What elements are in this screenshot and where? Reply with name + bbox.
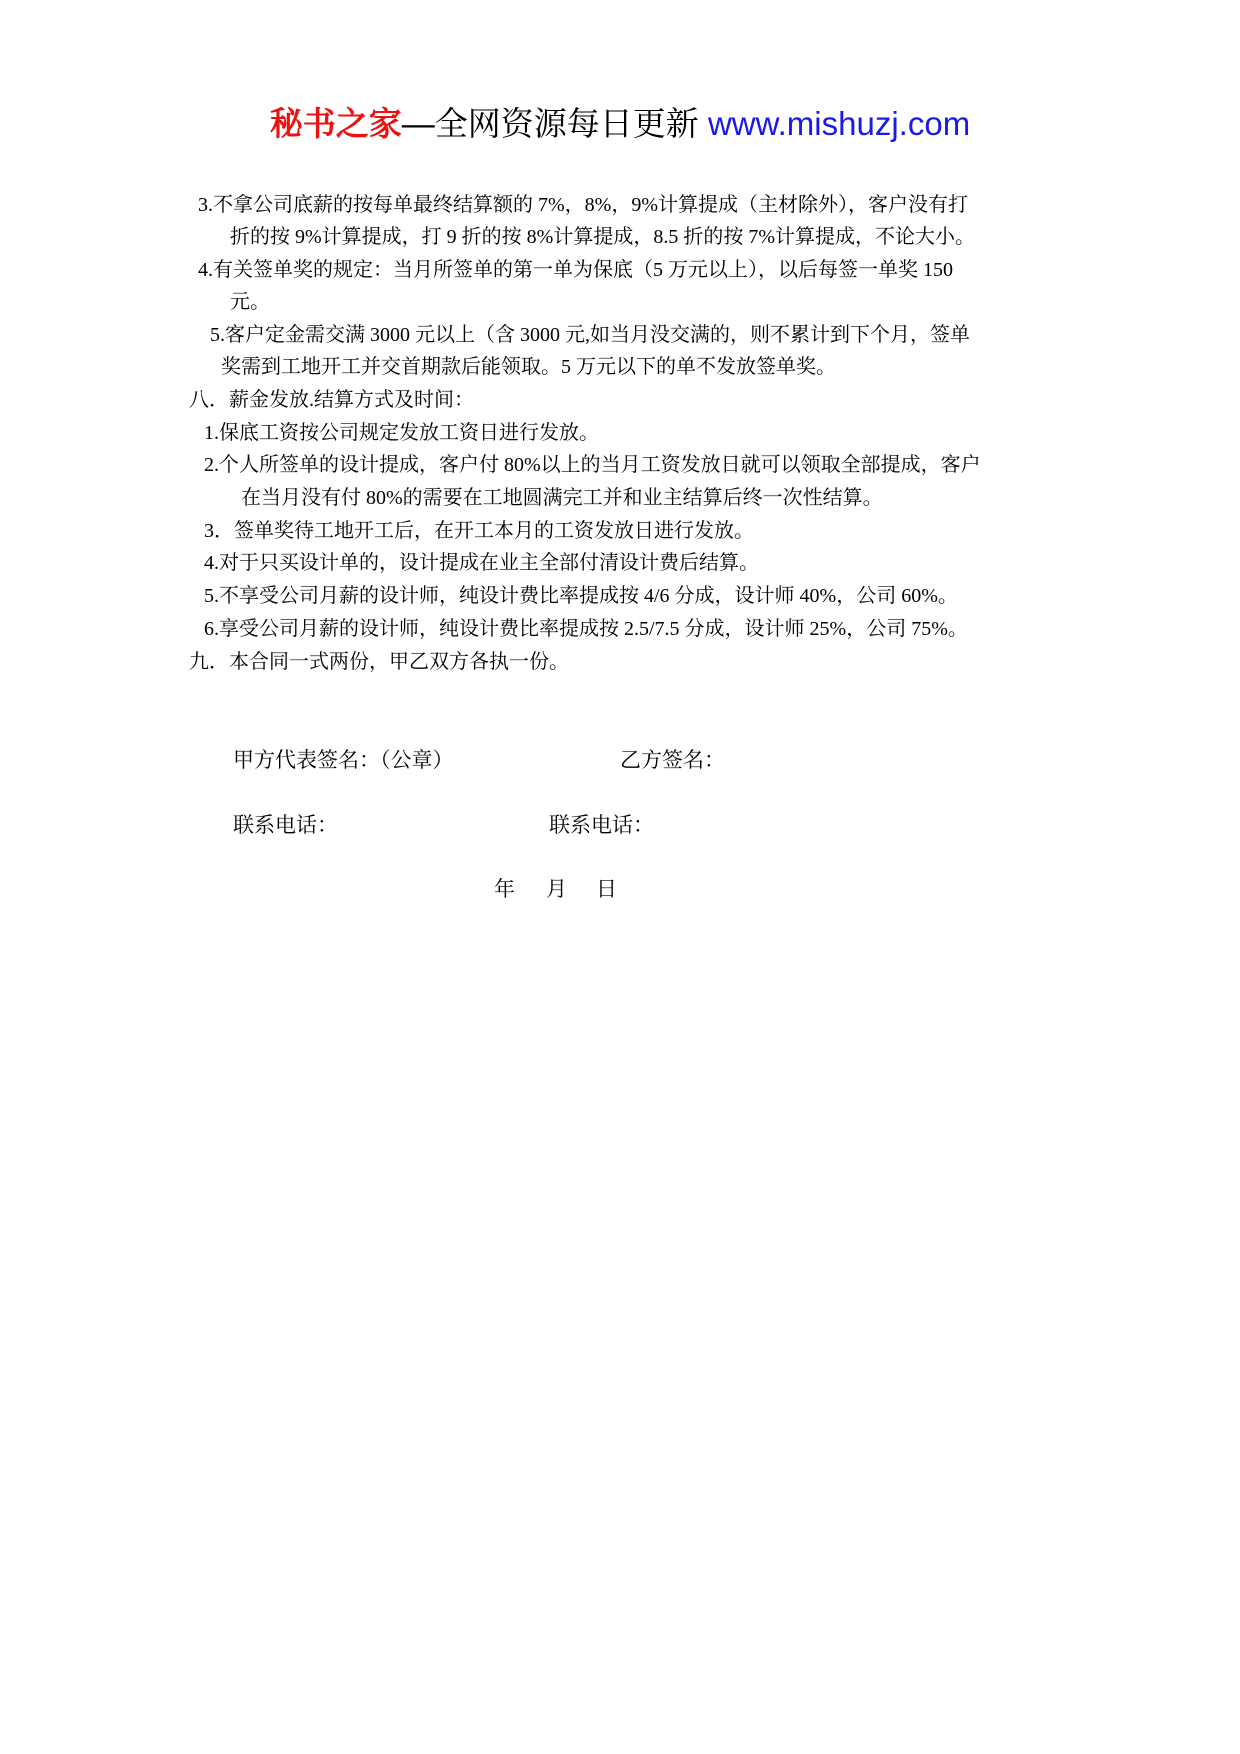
brand-name: 秘书之家 bbox=[269, 105, 402, 142]
date-year-label: 年 bbox=[494, 877, 515, 901]
site-url-link[interactable]: www.mishuzj.com bbox=[707, 105, 971, 142]
date-day-label: 日 bbox=[596, 877, 617, 901]
clause-4-line-2: 元。 bbox=[230, 291, 270, 313]
site-header bbox=[0, 100, 1240, 148]
clause-5-line-2: 奖需到工地开工并交首期款后能领取。5 万元以下的单不发放签单奖。 bbox=[221, 356, 836, 378]
section-8-item-6: 6.享受公司月薪的设计师，纯设计费比率提成按 2.5/7.5 分成，设计师 25%，公司 75%。 bbox=[204, 618, 968, 640]
section-8-item-4: 4.对于只买设计单的，设计提成在业主全部付清设计费后结算。 bbox=[204, 552, 759, 574]
clause-4-line-1: 4.有关签单奖的规定：当月所签单的第一单为保底（5 万元以上），以后每签一单奖 150 bbox=[198, 259, 953, 281]
date-month-label: 月 bbox=[546, 877, 567, 901]
section-8-item-1: 1.保底工资按公司规定发放工资日进行发放。 bbox=[204, 422, 599, 444]
section-8-item-3: 3．签单奖待工地开工后，在开工本月的工资发放日进行发放。 bbox=[204, 520, 754, 542]
party-a-signature-label: 甲方代表签名：（公章） bbox=[233, 748, 454, 772]
section-8-item-2-line-2: 在当月没有付 80%的需要在工地圆满完工并和业主结算后终一次性结算。 bbox=[241, 487, 883, 509]
party-a-phone-label: 联系电话： bbox=[233, 813, 338, 837]
section-8-title: 八．薪金发放.结算方式及时间： bbox=[189, 389, 474, 411]
header-tagline: —全网资源每日更新 bbox=[401, 105, 708, 142]
party-b-phone-label: 联系电话： bbox=[549, 813, 654, 837]
clause-3-line-2: 折的按 9%计算提成，打 9 折的按 8%计算提成，8.5 折的按 7%计算提成，不论大小。 bbox=[230, 226, 975, 248]
party-b-signature-label: 乙方签名： bbox=[620, 748, 725, 772]
section-8-item-5: 5.不享受公司月薪的设计师，纯设计费比率提成按 4/6 分成，设计师 40%，公司 60%。 bbox=[204, 585, 958, 607]
clause-5-line-1: 5.客户定金需交满 3000 元以上（含 3000 元,如当月没交满的，则不累计到下个月，签单 bbox=[210, 324, 970, 346]
clause-3-line-1: 3.不拿公司底薪的按每单最终结算额的 7%，8%，9%计算提成（主材除外），客户没有打 bbox=[198, 194, 968, 216]
section-8-item-2-line-1: 2.个人所签单的设计提成，客户付 80%以上的当月工资发放日就可以领取全部提成，客户 bbox=[204, 454, 981, 476]
section-9: 九．本合同一式两份，甲乙双方各执一份。 bbox=[189, 651, 569, 673]
